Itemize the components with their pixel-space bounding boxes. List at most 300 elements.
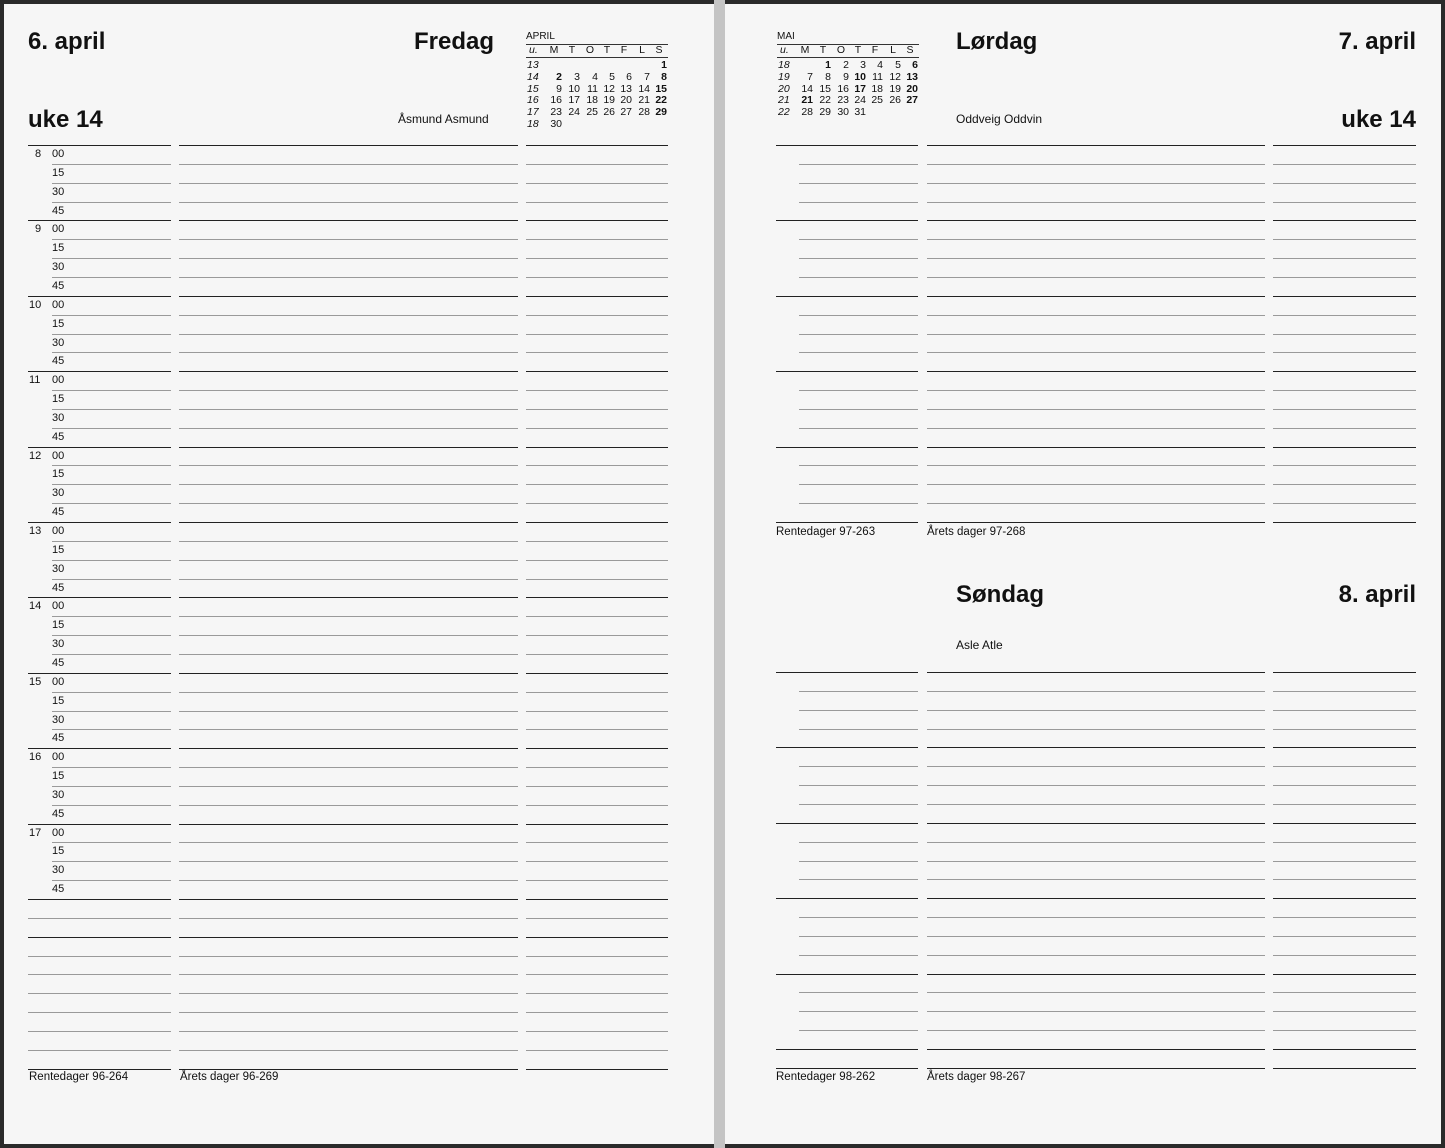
hour-label: 12 xyxy=(29,450,42,462)
notes-rule xyxy=(179,560,518,561)
extra-rule xyxy=(526,918,668,919)
calendar-day-header: M xyxy=(800,44,810,56)
notes-rule xyxy=(179,673,518,674)
notes-rule xyxy=(927,334,1265,335)
time-rule xyxy=(52,239,171,240)
notes-rule xyxy=(179,522,518,523)
minute-label: 30 xyxy=(52,638,65,650)
side-rule xyxy=(1273,428,1416,429)
calendar-day: 23 xyxy=(550,106,562,119)
calendar-week-number: 16 xyxy=(527,94,539,107)
time-rule xyxy=(799,390,918,391)
time-rule xyxy=(799,992,918,993)
side-rule xyxy=(1273,823,1416,824)
minute-label: 00 xyxy=(52,148,65,160)
calendar-day: 2 xyxy=(556,70,562,83)
minute-label: 00 xyxy=(52,676,65,688)
saturday-weekday: Lørdag xyxy=(956,28,1038,55)
extra-rule xyxy=(28,974,171,975)
side-rule xyxy=(1273,239,1416,240)
hour-label: 10 xyxy=(29,299,42,311)
extra-rule xyxy=(526,1031,668,1032)
side-rule xyxy=(1273,296,1416,297)
calendar-day: 27 xyxy=(620,106,632,119)
calendar-week-number: 18 xyxy=(527,118,539,130)
notes-rule xyxy=(179,428,518,429)
extra-rule xyxy=(28,956,171,957)
side-rule xyxy=(526,465,668,466)
calendar-day-header: F xyxy=(620,44,628,56)
notes-rule xyxy=(927,691,1265,692)
time-rule xyxy=(52,202,171,203)
minute-label: 30 xyxy=(52,487,65,499)
minute-label: 00 xyxy=(52,827,65,839)
calendar-day-header: M xyxy=(549,44,559,56)
time-rule xyxy=(52,334,171,335)
notes-rule xyxy=(179,729,518,730)
calendar-day: 10 xyxy=(854,70,866,83)
calendar-day: 25 xyxy=(586,106,598,119)
time-rule xyxy=(799,334,918,335)
time-rule xyxy=(776,145,918,146)
time-rule xyxy=(799,766,918,767)
side-rule xyxy=(1273,145,1416,146)
notes-rule xyxy=(179,315,518,316)
notes-rule xyxy=(927,955,1265,956)
calendar-day: 22 xyxy=(819,94,831,107)
side-rule xyxy=(1273,334,1416,335)
saturday-week-number: uke 14 xyxy=(1341,106,1416,133)
calendar-day: 18 xyxy=(871,82,883,95)
calendar-day: 29 xyxy=(819,106,831,119)
time-rule xyxy=(52,579,171,580)
time-rule xyxy=(799,691,918,692)
calendar-day: 10 xyxy=(568,82,580,95)
calendar-day: 14 xyxy=(638,82,650,95)
notes-rule xyxy=(927,766,1265,767)
minute-label: 15 xyxy=(52,167,65,179)
sunday-footer-rentedager: Rentedager 98-262 xyxy=(776,1071,876,1083)
minute-label: 45 xyxy=(52,205,65,217)
minute-label: 30 xyxy=(52,186,65,198)
time-rule xyxy=(28,447,171,448)
minute-label: 15 xyxy=(52,695,65,707)
side-rule xyxy=(526,842,668,843)
notes-rule xyxy=(179,597,518,598)
side-rule xyxy=(526,409,668,410)
notes-rule xyxy=(179,371,518,372)
notes-rule xyxy=(927,371,1265,372)
time-rule xyxy=(799,879,918,880)
extra-rule xyxy=(179,1031,518,1032)
time-rule xyxy=(28,371,171,372)
calendar-day: 28 xyxy=(801,106,813,119)
minute-label: 15 xyxy=(52,468,65,480)
minute-label: 30 xyxy=(52,337,65,349)
time-rule xyxy=(52,315,171,316)
left-page-friday xyxy=(4,4,714,1144)
side-rule xyxy=(526,428,668,429)
notes-rule xyxy=(179,183,518,184)
calendar-day: 4 xyxy=(592,70,598,83)
extra-rule xyxy=(179,1069,518,1070)
notes-rule xyxy=(179,258,518,259)
time-rule xyxy=(52,692,171,693)
side-rule xyxy=(526,880,668,881)
time-rule xyxy=(28,824,171,825)
calendar-day: 12 xyxy=(889,70,901,83)
extra-rule xyxy=(28,1069,171,1070)
time-rule xyxy=(799,352,918,353)
calendar-day: 25 xyxy=(871,94,883,107)
calendar-day: 9 xyxy=(556,82,562,95)
notes-rule xyxy=(927,804,1265,805)
notes-rule xyxy=(927,484,1265,485)
extra-rule xyxy=(179,918,518,919)
minute-label: 15 xyxy=(52,393,65,405)
time-rule xyxy=(52,729,171,730)
minute-label: 00 xyxy=(52,600,65,612)
side-rule xyxy=(526,861,668,862)
time-rule xyxy=(52,465,171,466)
left-name-day: Åsmund Asmund xyxy=(398,112,489,126)
notes-rule xyxy=(179,296,518,297)
time-rule xyxy=(52,409,171,410)
time-rule xyxy=(28,522,171,523)
notes-rule xyxy=(927,465,1265,466)
side-rule xyxy=(1273,955,1416,956)
minute-label: 30 xyxy=(52,789,65,801)
minute-label: 45 xyxy=(52,431,65,443)
left-weekday: Fredag xyxy=(414,28,495,55)
time-rule xyxy=(52,767,171,768)
calendar-day-header: T xyxy=(854,44,862,56)
time-rule xyxy=(799,202,918,203)
notes-rule xyxy=(179,635,518,636)
notes-rule xyxy=(927,409,1265,410)
notes-rule xyxy=(179,447,518,448)
notes-rule xyxy=(179,503,518,504)
calendar-day: 21 xyxy=(638,94,650,107)
calendar-day: 23 xyxy=(837,94,849,107)
hour-label: 17 xyxy=(29,827,42,839)
time-rule xyxy=(52,277,171,278)
calendar-month-title: APRIL xyxy=(526,31,555,42)
calendar-header-rule xyxy=(777,57,919,58)
saturday-date: 7. april xyxy=(1338,28,1416,55)
extra-rule xyxy=(179,1050,518,1051)
minute-label: 45 xyxy=(52,883,65,895)
calendar-day: 2 xyxy=(843,59,849,71)
time-rule xyxy=(799,258,918,259)
calendar-day: 27 xyxy=(906,94,918,107)
side-rule xyxy=(1273,672,1416,673)
calendar-day: 20 xyxy=(906,82,918,95)
calendar-day: 26 xyxy=(603,106,615,119)
side-rule xyxy=(526,579,668,580)
book-gutter xyxy=(714,0,725,1148)
calendar-day: 15 xyxy=(819,82,831,95)
calendar-day: 5 xyxy=(895,59,901,71)
time-rule xyxy=(799,164,918,165)
side-rule xyxy=(1273,1049,1416,1050)
time-rule xyxy=(28,748,171,749)
minute-label: 45 xyxy=(52,582,65,594)
calendar-day-header: T xyxy=(568,44,576,56)
notes-rule xyxy=(179,541,518,542)
notes-rule xyxy=(179,579,518,580)
calendar-day: 30 xyxy=(837,106,849,119)
minute-label: 30 xyxy=(52,412,65,424)
left-footer-arets-dager: Årets dager 96-269 xyxy=(180,1071,279,1083)
time-rule xyxy=(776,371,918,372)
notes-rule xyxy=(927,220,1265,221)
side-rule xyxy=(526,635,668,636)
calendar-week-number: 19 xyxy=(778,70,790,83)
calendar-week-number: 17 xyxy=(527,106,539,119)
notes-rule xyxy=(179,220,518,221)
extra-rule xyxy=(526,993,668,994)
calendar-day: 30 xyxy=(550,118,562,130)
side-rule xyxy=(526,296,668,297)
side-rule xyxy=(526,597,668,598)
side-rule xyxy=(526,390,668,391)
side-rule xyxy=(1273,220,1416,221)
notes-rule xyxy=(179,616,518,617)
calendar-day: 9 xyxy=(843,70,849,83)
calendar-day-header: S xyxy=(906,44,914,56)
side-rule xyxy=(526,560,668,561)
side-rule xyxy=(526,239,668,240)
minute-label: 15 xyxy=(52,318,65,330)
notes-rule xyxy=(179,805,518,806)
time-rule xyxy=(52,541,171,542)
time-rule xyxy=(52,842,171,843)
extra-rule xyxy=(179,974,518,975)
calendar-day-header: O xyxy=(585,44,595,56)
calendar-day: 24 xyxy=(568,106,580,119)
minute-label: 00 xyxy=(52,525,65,537)
calendar-day: 5 xyxy=(609,70,615,83)
time-rule xyxy=(52,183,171,184)
side-rule xyxy=(526,692,668,693)
side-rule xyxy=(526,786,668,787)
notes-rule xyxy=(927,842,1265,843)
side-rule xyxy=(1273,747,1416,748)
time-rule xyxy=(776,1049,918,1050)
minute-label: 45 xyxy=(52,808,65,820)
hour-label: 9 xyxy=(35,223,42,235)
side-rule xyxy=(1273,804,1416,805)
notes-rule xyxy=(927,992,1265,993)
calendar-day: 24 xyxy=(854,94,866,107)
calendar-day: 16 xyxy=(550,94,562,107)
time-rule xyxy=(52,503,171,504)
notes-rule xyxy=(179,654,518,655)
minute-label: 45 xyxy=(52,355,65,367)
calendar-day: 17 xyxy=(568,94,580,107)
calendar-week-number: 20 xyxy=(778,82,790,95)
time-rule xyxy=(52,880,171,881)
mini-calendar-april xyxy=(526,32,668,138)
time-rule xyxy=(799,484,918,485)
notes-rule xyxy=(179,202,518,203)
notes-rule xyxy=(179,692,518,693)
extra-rule xyxy=(179,956,518,957)
side-rule xyxy=(1273,390,1416,391)
calendar-day: 8 xyxy=(825,70,831,83)
calendar-week-label: u. xyxy=(529,44,538,56)
hour-label: 13 xyxy=(29,525,42,537)
time-rule xyxy=(52,164,171,165)
extra-rule xyxy=(28,1031,171,1032)
minute-label: 15 xyxy=(52,619,65,631)
side-rule xyxy=(1273,484,1416,485)
side-rule xyxy=(526,164,668,165)
notes-rule xyxy=(927,447,1265,448)
minute-label: 15 xyxy=(52,544,65,556)
time-rule xyxy=(776,220,918,221)
extra-rule xyxy=(28,1012,171,1013)
notes-rule xyxy=(927,879,1265,880)
calendar-day: 6 xyxy=(626,70,632,83)
side-rule xyxy=(526,371,668,372)
time-rule xyxy=(52,560,171,561)
minute-label: 45 xyxy=(52,657,65,669)
minute-label: 45 xyxy=(52,732,65,744)
notes-rule xyxy=(179,390,518,391)
time-rule xyxy=(799,428,918,429)
calendar-day: 12 xyxy=(603,82,615,95)
time-rule xyxy=(799,465,918,466)
time-rule xyxy=(799,183,918,184)
calendar-week-number: 13 xyxy=(527,59,539,71)
time-rule xyxy=(799,955,918,956)
side-rule xyxy=(526,315,668,316)
time-rule xyxy=(776,823,918,824)
side-rule xyxy=(1273,1011,1416,1012)
time-rule xyxy=(776,522,918,523)
time-rule xyxy=(28,296,171,297)
minute-label: 00 xyxy=(52,223,65,235)
minute-label: 00 xyxy=(52,299,65,311)
side-rule xyxy=(1273,861,1416,862)
saturday-name-day: Oddveig Oddvin xyxy=(956,112,1043,126)
notes-rule xyxy=(179,711,518,712)
extra-rule xyxy=(179,937,518,938)
notes-rule xyxy=(179,880,518,881)
side-rule xyxy=(1273,992,1416,993)
side-rule xyxy=(1273,691,1416,692)
notes-rule xyxy=(927,710,1265,711)
notes-rule xyxy=(927,503,1265,504)
notes-rule xyxy=(179,861,518,862)
side-rule xyxy=(526,258,668,259)
calendar-day: 3 xyxy=(574,70,580,83)
extra-rule xyxy=(179,1012,518,1013)
calendar-header-rule xyxy=(526,44,668,45)
time-rule xyxy=(799,936,918,937)
time-rule xyxy=(799,785,918,786)
calendar-header-rule xyxy=(526,57,668,58)
notes-rule xyxy=(927,747,1265,748)
side-rule xyxy=(526,616,668,617)
notes-rule xyxy=(927,861,1265,862)
side-rule xyxy=(526,277,668,278)
hour-label: 8 xyxy=(35,148,42,160)
sunday-date: 8. april xyxy=(1338,581,1416,608)
time-rule xyxy=(28,597,171,598)
notes-rule xyxy=(179,767,518,768)
notes-rule xyxy=(927,164,1265,165)
notes-rule xyxy=(927,917,1265,918)
side-rule xyxy=(1273,879,1416,880)
calendar-day: 26 xyxy=(889,94,901,107)
notes-rule xyxy=(927,1011,1265,1012)
calendar-day: 15 xyxy=(655,82,667,95)
notes-rule xyxy=(179,842,518,843)
side-rule xyxy=(526,447,668,448)
calendar-day: 19 xyxy=(889,82,901,95)
time-rule xyxy=(52,428,171,429)
calendar-day: 31 xyxy=(854,106,866,119)
calendar-month-title: MAI xyxy=(777,31,795,42)
time-rule xyxy=(52,484,171,485)
time-rule xyxy=(776,296,918,297)
time-rule xyxy=(776,898,918,899)
notes-rule xyxy=(179,239,518,240)
side-rule xyxy=(526,824,668,825)
calendar-day: 11 xyxy=(587,82,598,95)
side-rule xyxy=(1273,371,1416,372)
time-rule xyxy=(799,1030,918,1031)
side-rule xyxy=(1273,898,1416,899)
time-rule xyxy=(799,503,918,504)
minute-label: 30 xyxy=(52,563,65,575)
notes-rule xyxy=(927,898,1265,899)
calendar-day: 8 xyxy=(661,70,667,83)
sunday-weekday: Søndag xyxy=(956,581,1044,608)
calendar-header-rule xyxy=(777,44,919,45)
side-rule xyxy=(526,522,668,523)
notes-rule xyxy=(179,465,518,466)
side-rule xyxy=(526,352,668,353)
time-rule xyxy=(28,673,171,674)
side-rule xyxy=(1273,352,1416,353)
notes-rule xyxy=(179,786,518,787)
notes-rule xyxy=(927,277,1265,278)
time-rule xyxy=(52,805,171,806)
saturday-footer-rentedager: Rentedager 97-263 xyxy=(776,526,876,538)
side-rule xyxy=(526,484,668,485)
extra-rule xyxy=(526,1050,668,1051)
notes-rule xyxy=(927,145,1265,146)
extra-rule xyxy=(179,993,518,994)
notes-rule xyxy=(927,428,1265,429)
side-rule xyxy=(526,767,668,768)
minute-label: 15 xyxy=(52,242,65,254)
calendar-day-header: T xyxy=(819,44,827,56)
side-rule xyxy=(1273,202,1416,203)
calendar-day: 21 xyxy=(801,94,813,107)
calendar-day: 17 xyxy=(854,82,866,95)
time-rule xyxy=(52,654,171,655)
minute-label: 45 xyxy=(52,506,65,518)
calendar-day-header: T xyxy=(603,44,611,56)
calendar-week-label: u. xyxy=(780,44,789,56)
extra-rule xyxy=(526,1012,668,1013)
time-rule xyxy=(799,409,918,410)
